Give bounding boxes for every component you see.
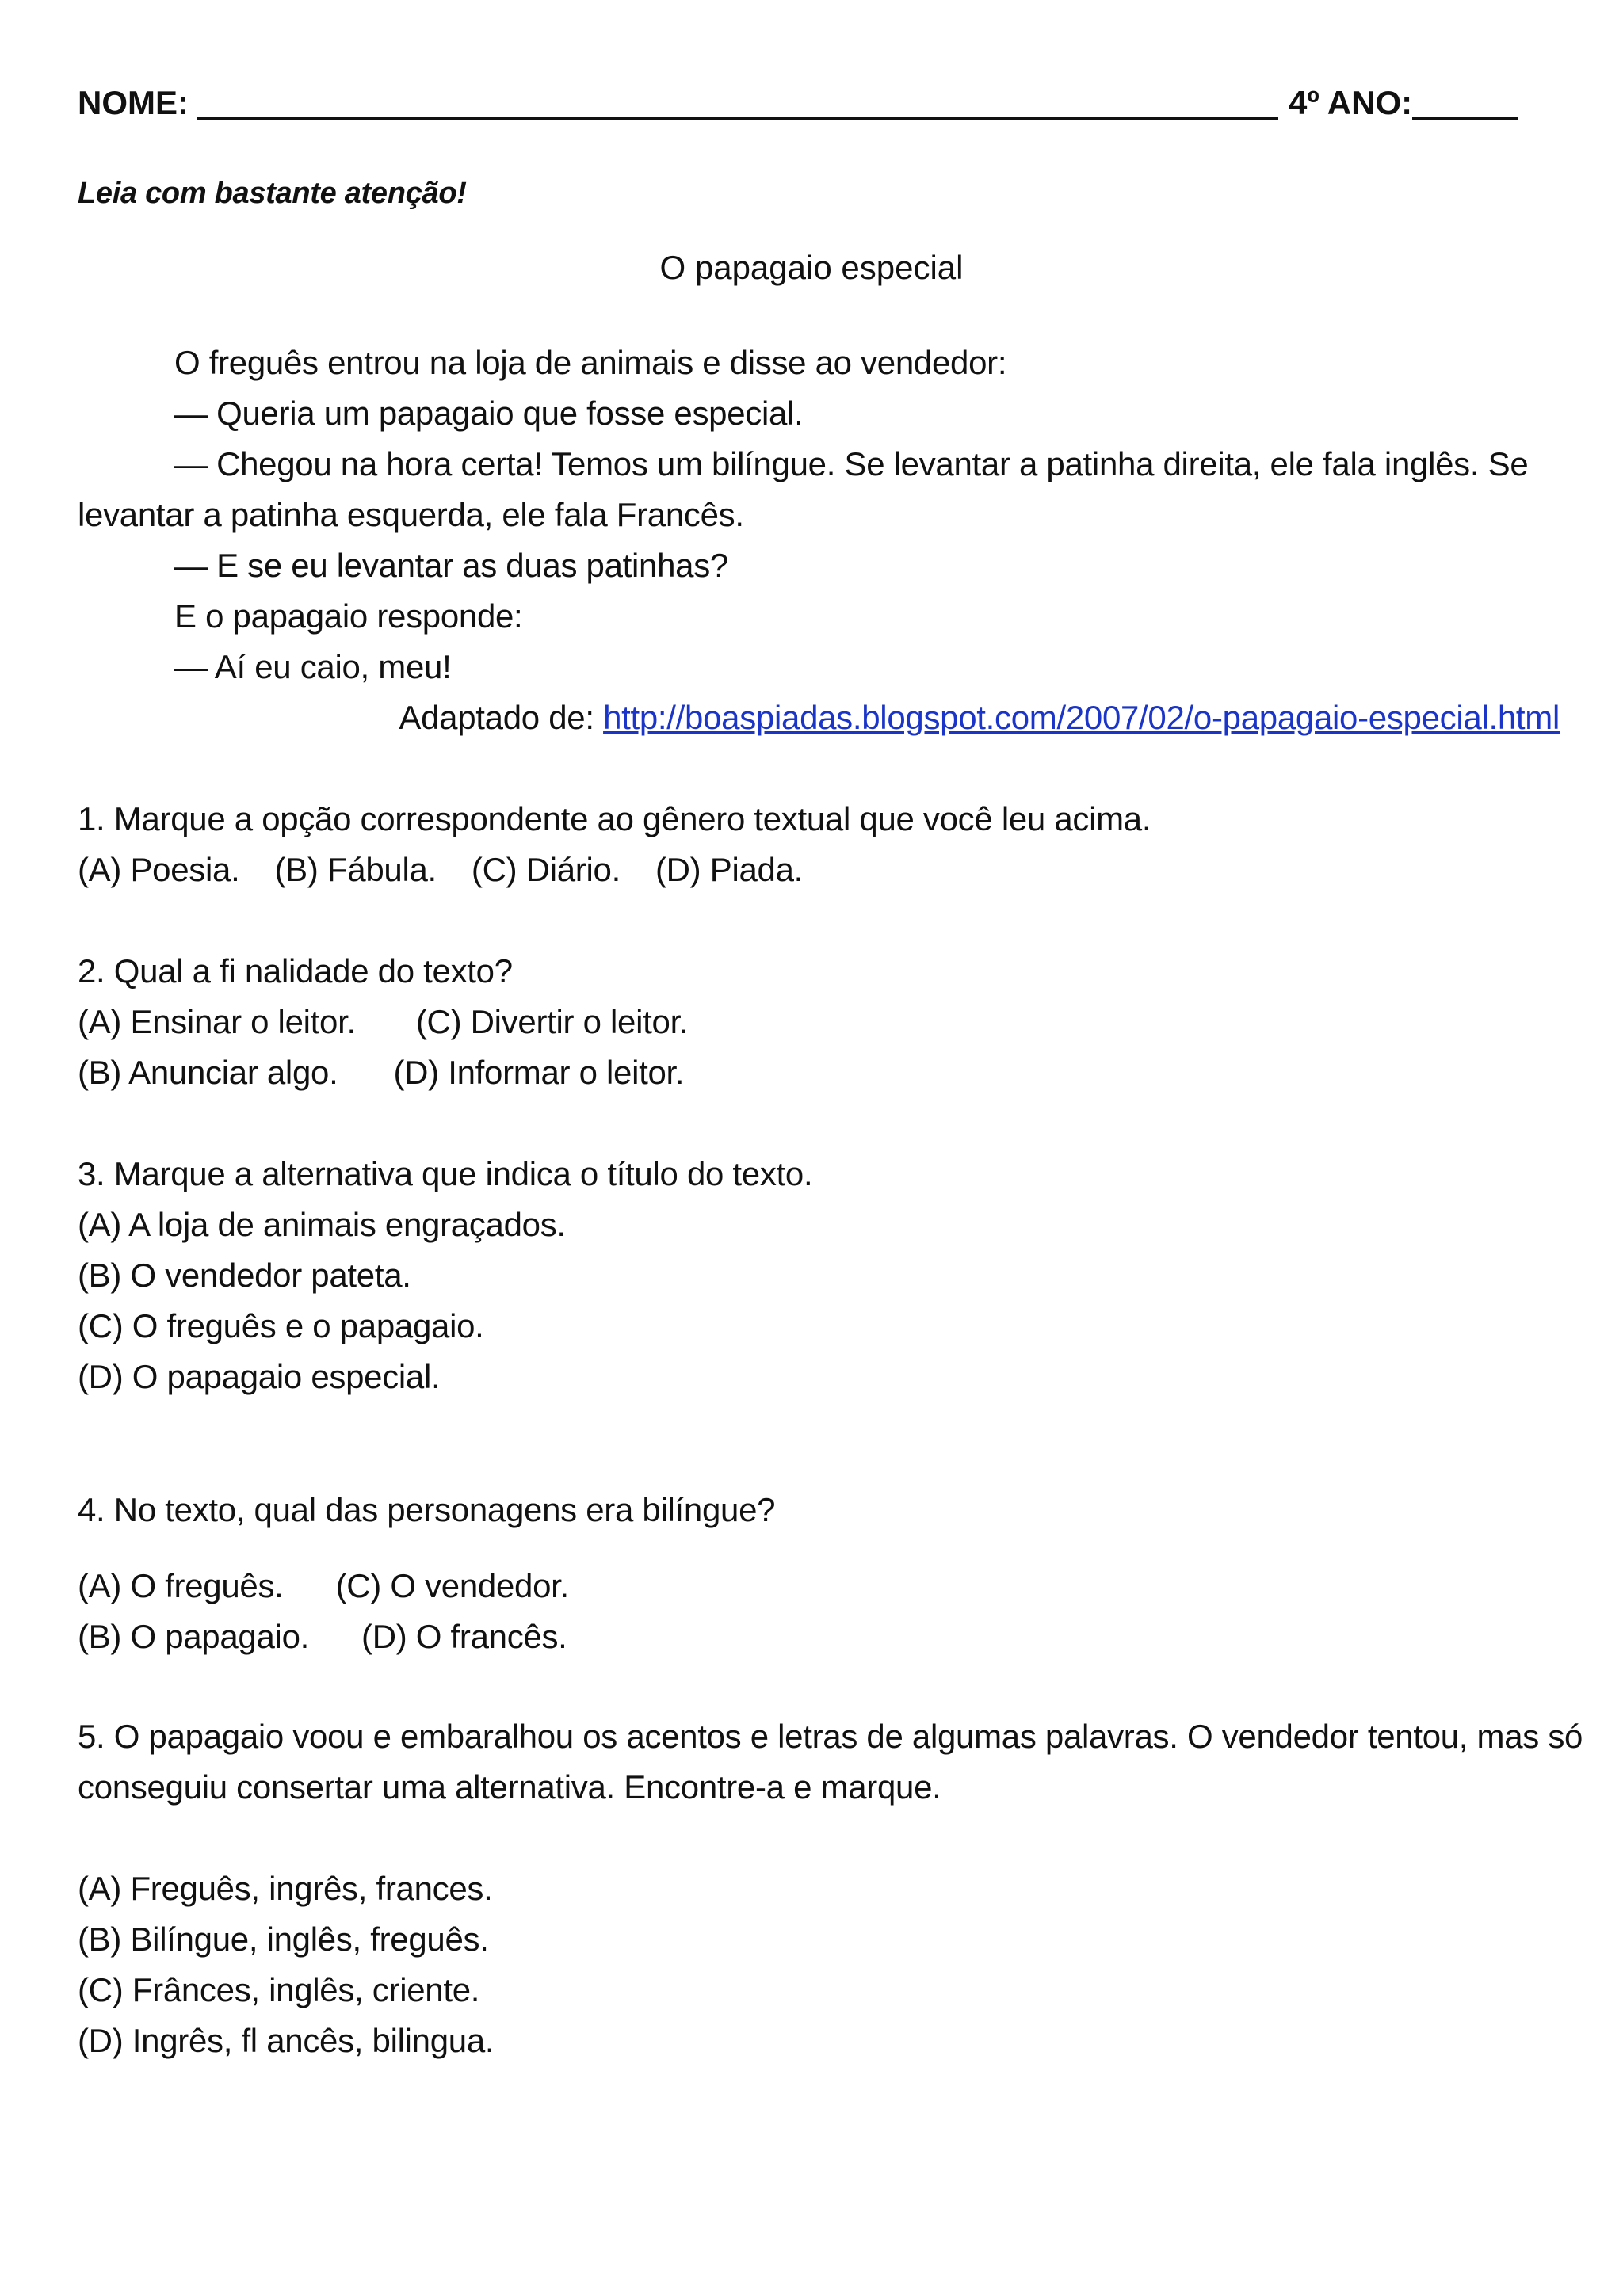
story-line: — E se eu levantar as duas patinhas? [174,547,728,584]
question-1-options [78,849,803,891]
option[interactable]: (D) Informar o leitor. [393,1054,685,1091]
option[interactable]: (A) O freguês. [78,1567,284,1604]
question-3-prompt: 3. Marque a alternativa que indica o título do texto. [78,1155,813,1192]
option[interactable]: (C) Frânces, inglês, criente. [78,1971,480,2008]
header [78,79,1520,127]
question-5-prompt-line-2: conseguiu consertar uma alternativa. Encontre-a e marque. [78,1768,941,1806]
source-citation [399,697,1560,738]
question-5-prompt-line-1: 5. O papagaio voou e embaralhou os acentos e letras de algumas palavras. O vendedor tentou, mas só [78,1718,1583,1755]
story-line: O freguês entrou na loja de animais e disse ao vendedor: [174,344,1007,381]
story-line: — Queria um papagaio que fosse especial. [174,395,804,432]
story-line: levantar a patinha esquerda, ele fala Francês. [78,496,744,533]
source-prefix: Adaptado de: [399,699,604,736]
nome-blank[interactable] [197,117,1278,120]
option[interactable]: (D) Piada. [655,851,804,888]
story-line: — Chegou na hora certa! Temos um bilíngue. Se levantar a patinha direita, ele fala inglês. Se [174,445,1529,482]
story-line: — Aí eu caio, meu! [174,648,452,685]
question-4-options-row-2 [78,1616,567,1657]
option[interactable]: (B) Anunciar algo. [78,1054,338,1091]
option[interactable]: (A) Ensinar o leitor. [78,1003,356,1040]
ano-blank[interactable] [1412,117,1518,120]
option[interactable]: (B) O vendedor pateta. [78,1257,411,1294]
option[interactable]: (A) Poesia. [78,851,240,888]
instruction: Leia com bastante atenção! [78,177,467,210]
option[interactable]: (C) Diário. [471,851,621,888]
option[interactable]: (B) Fábula. [274,851,437,888]
option[interactable]: (A) A loja de animais engraçados. [78,1206,566,1243]
option[interactable]: (C) O vendedor. [335,1567,569,1604]
question-2-options-row-2 [78,1052,684,1093]
question-4-prompt: 4. No texto, qual das personagens era bilíngue? [78,1491,776,1528]
option[interactable]: (C) Divertir o leitor. [415,1003,689,1040]
option[interactable]: (D) O francês. [361,1618,567,1655]
story-title: O papagaio especial [659,249,964,286]
question-4-options-row-1 [78,1566,569,1607]
option[interactable]: (C) O freguês e o papagaio. [78,1307,484,1344]
option[interactable]: (B) Bilíngue, inglês, freguês. [78,1920,489,1958]
option[interactable]: (B) O papagaio. [78,1618,310,1655]
ano-label: 4º ANO: [1289,84,1413,121]
question-2-prompt: 2. Qual a fi nalidade do texto? [78,952,513,990]
question-2-options-row-1 [78,1001,688,1043]
option[interactable]: (A) Freguês, ingrês, frances. [78,1870,493,1907]
story-line: E o papagaio responde: [174,597,523,635]
option[interactable]: (D) Ingrês, fl ancês, bilingua. [78,2022,495,2059]
source-link[interactable]: http://boaspiadas.blogspot.com/2007/02/o-papagaio-especial.html [603,699,1560,736]
nome-label: NOME: [78,84,189,121]
option[interactable]: (D) O papagaio especial. [78,1358,441,1395]
question-1-prompt: 1. Marque a opção correspondente ao gênero textual que você leu acima. [78,800,1151,837]
